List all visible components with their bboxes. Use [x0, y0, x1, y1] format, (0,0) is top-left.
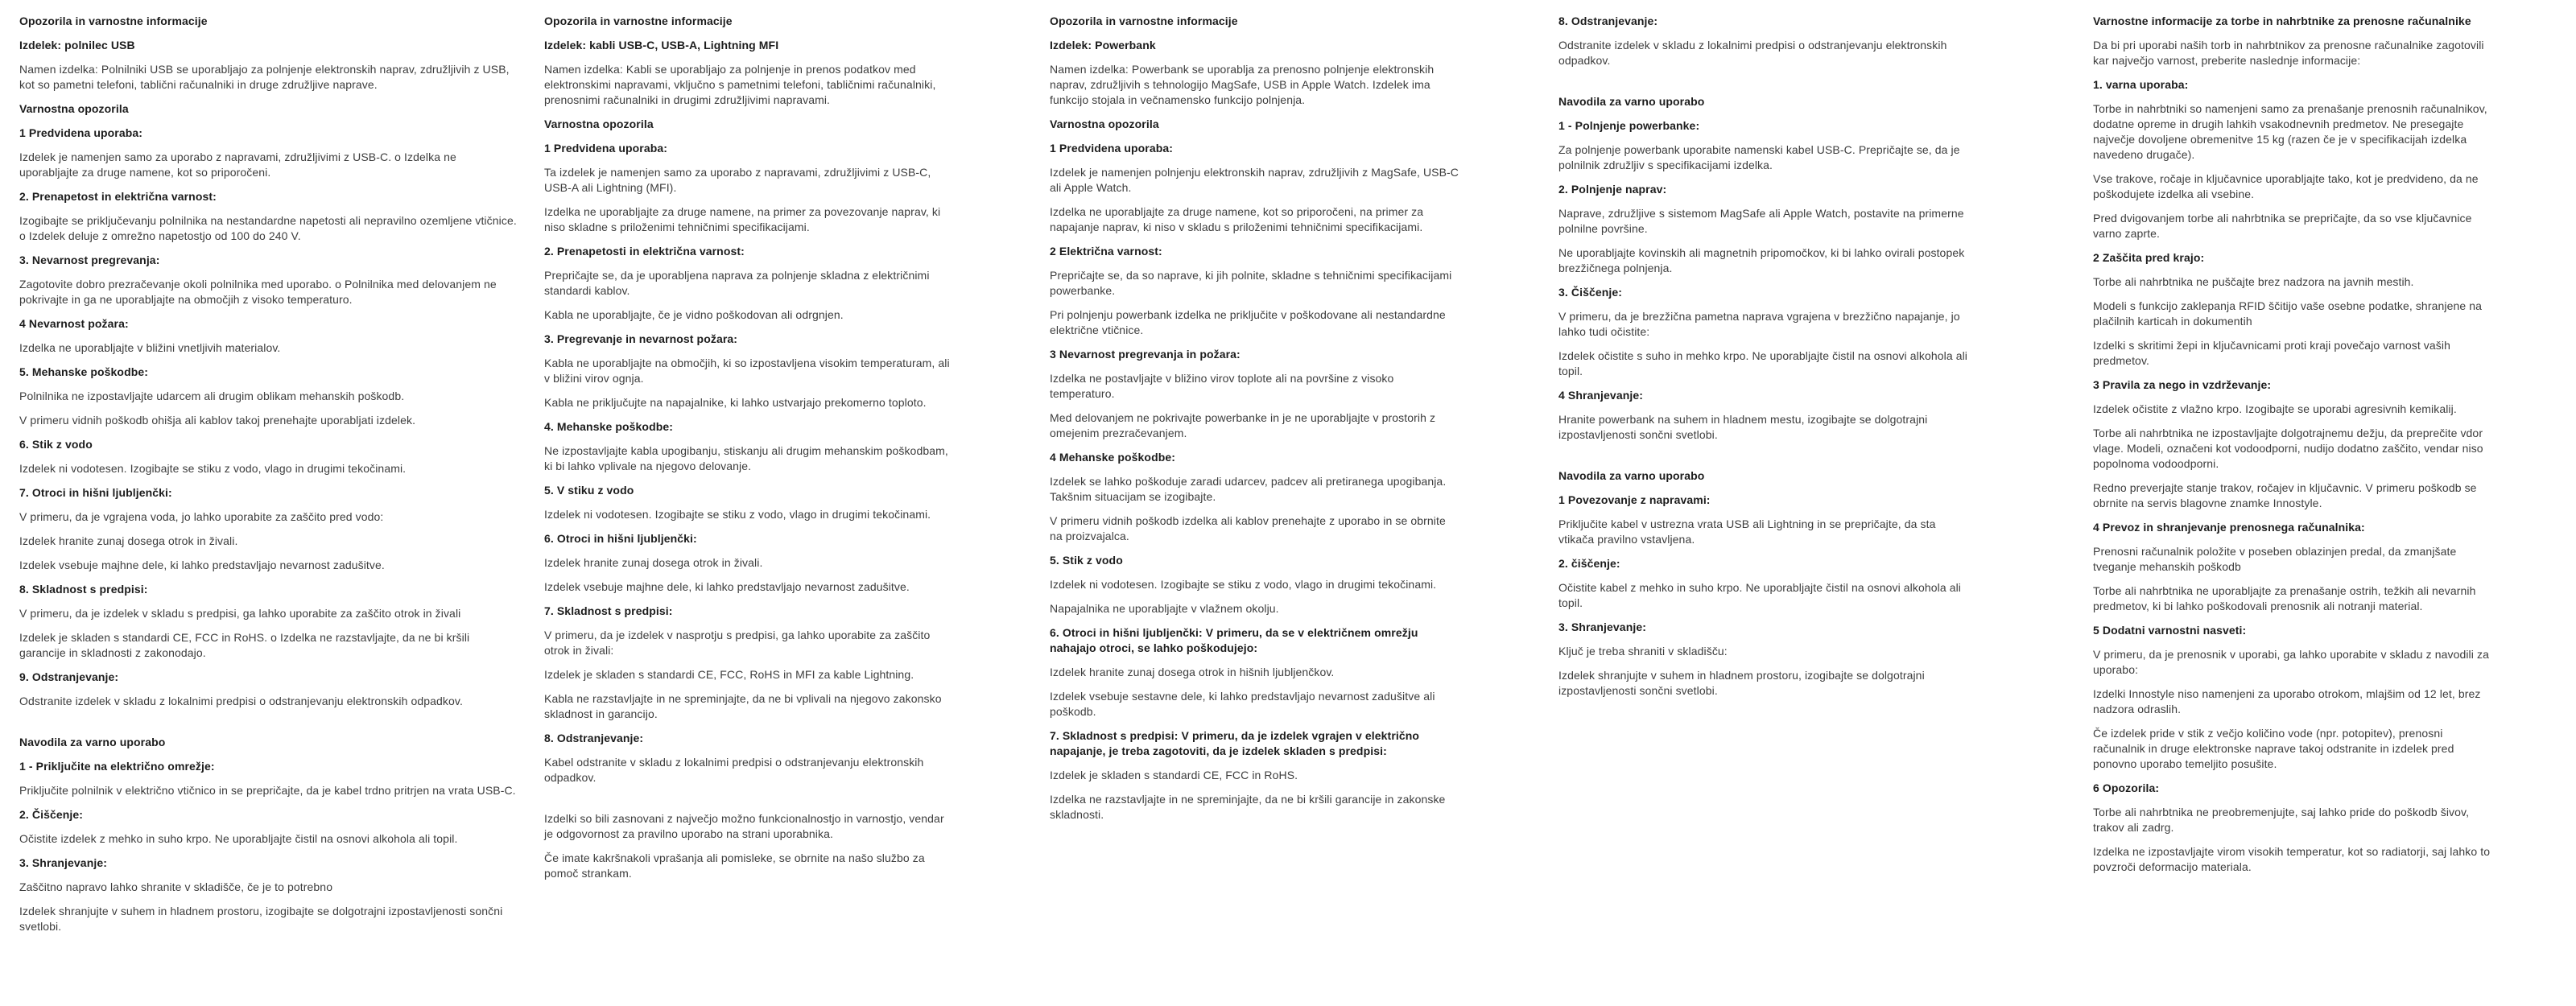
paragraph: Izdelek je namenjen samo za uporabo z napravami, združljivimi z USB-C. o Izdelka ne uporabljajte za druge namene, kot so priporočeni. [19, 150, 456, 179]
section-heading: 5. Mehanske poškodbe: [19, 365, 149, 378]
paragraph: Izdelek hranite zunaj dosega otrok in živali. [544, 556, 763, 569]
paragraph: V primeru vidnih poškodb izdelka ali kablov prenehajte z uporabo in se obrnite na proizvajalca. [1050, 514, 1446, 542]
section-heading: 1 Predvidena uporaba: [544, 142, 668, 155]
paragraph: Torbe ali nahrbtnika ne puščajte brez nadzora na javnih mestih. [2093, 275, 2414, 288]
column-powerbank-usage [1558, 14, 1967, 707]
section-heading: 6. Otroci in hišni ljubljenčki: [544, 532, 697, 545]
paragraph: V primeru, da je izdelek v nasprotju s predpisi, ga lahko uporabite za zaščito otrok in živali: [544, 629, 931, 657]
section-heading: Izdelek: Powerbank [1050, 39, 1156, 52]
paragraph: Če izdelek pride v stik z večjo količino vode (npr. potopitev), prenosni računalnik in druge elektronske naprave takoj odstranite in izdelek pred ponovno uporabo temeljito posušite. [2093, 727, 2454, 770]
paragraph: Očistite izdelek z mehko in suho krpo. Ne uporabljajte čistil na osnovi alkohola ali topil. [19, 832, 458, 845]
section-heading: 1 - Priključite na električno omrežje: [19, 760, 215, 773]
paragraph: Izdelek je skladen s standardi CE, FCC in RoHS. [1050, 769, 1298, 781]
section-heading: 4 Prevoz in shranjevanje prenosnega računalnika: [2093, 521, 2365, 534]
paragraph: Izdelek shranjujte v suhem in hladnem prostoru, izogibajte se dolgotrajni izpostavljenosti sončni svetlobi. [19, 905, 503, 933]
section-heading: 3. Shranjevanje: [19, 856, 107, 869]
paragraph: Prenosni računalnik položite v poseben oblazinjen predal, da zmanjšate tveganje mehanskih poškodb [2093, 545, 2457, 573]
paragraph: Izdelek je skladen s standardi CE, FCC in RoHS. o Izdelka ne razstavljajte, da ne bi kršili garancije in skladnosti z zakonodajo. [19, 631, 470, 659]
section-heading: 4 Nevarnost požara: [19, 317, 129, 330]
paragraph: Torbe in nahrbtniki so namenjeni samo za prenašanje prenosnih računalnikov, dodatne opreme in drugih lahkih vsakodnevnih predmetov. Ne presegajte največje dovoljene obremenitve 15 kg (razen če je v specifikacijah izdelka navedeno drugače). [2093, 102, 2487, 161]
paragraph: Kabla ne priključujte na napajalnike, ki lahko ustvarjajo prekomerno toploto. [544, 396, 927, 409]
paragraph: Kabla ne uporabljajte na območjih, ki so izpostavljena visokim temperaturam, ali v bližini virov ognja. [544, 357, 950, 385]
section-heading: 3. Nevarnost pregrevanja: [19, 254, 160, 266]
section-heading: 2 Zaščita pred krajo: [2093, 251, 2205, 264]
paragraph: Ne izpostavljajte kabla upogibanju, stiskanju ali drugim mehanskim poškodbam, ki bi lahko vplivale na njegovo delovanje. [544, 444, 948, 472]
section-heading: 2. Prenapetost in električna varnost: [19, 190, 217, 203]
paragraph: Odstranite izdelek v skladu z lokalnimi predpisi o odstranjevanju elektronskih odpadkov. [1558, 39, 1947, 67]
section-heading: 5. Stik z vodo [1050, 554, 1123, 567]
paragraph: Hranite powerbank na suhem in hladnem mestu, izogibajte se dolgotrajni izpostavljenosti sončni svetlobi. [1558, 413, 1928, 441]
section-heading: 2. čiščenje: [1558, 557, 1620, 570]
section-heading: 2 Električna varnost: [1050, 245, 1162, 258]
paragraph: Kabel odstranite v skladu z lokalnimi predpisi o odstranjevanju elektronskih odpadkov. [544, 756, 924, 784]
section-heading: 6 Opozorila: [2093, 781, 2160, 794]
section-heading: Opozorila in varnostne informacije [1050, 14, 1238, 27]
paragraph: Izdelek ni vodotesen. Izogibajte se stiku z vodo, vlago in drugimi tekočinami. [544, 508, 931, 521]
paragraph: Priključite kabel v ustrezna vrata USB ali Lightning in se prepričajte, da sta vtikača pravilno vstavljena. [1558, 517, 1936, 546]
paragraph: Namen izdelka: Kabli se uporabljajo za polnjenje in prenos podatkov med elektronskimi napravami, vključno s pametnimi telefoni, tabličnimi računalniki, prenosnimi računalniki in drugimi združljivimi napravami. [544, 63, 936, 106]
paragraph: Izdelka ne postavljajte v bližino virov toplote ali na površine z visoko temperaturo. [1050, 372, 1394, 400]
paragraph: Pred dvigovanjem torbe ali nahrbtnika se prepričajte, da so vse ključavnice varno zaprte. [2093, 212, 2472, 240]
paragraph: Izdelek vsebuje majhne dele, ki lahko predstavljajo nevarnost zadušitve. [544, 580, 910, 593]
paragraph: Ta izdelek je namenjen samo za uporabo z napravami, združljivimi z USB-C, USB-A ali Lightning (MFI). [544, 166, 931, 194]
paragraph: Izdelek očistite s suho in mehko krpo. Ne uporabljajte čistil na osnovi alkohola ali topil. [1558, 349, 1967, 377]
paragraph: Polnilnika ne izpostavljajte udarcem ali drugim oblikam mehanskih poškodb. [19, 390, 405, 402]
section-heading: 2. Polnjenje naprav: [1558, 183, 1667, 196]
column-laptop-bags-safety [2093, 14, 2497, 884]
section-heading: 1 Povezovanje z napravami: [1558, 493, 1711, 506]
paragraph: Izdelki Innostyle niso namenjeni za uporabo otrokom, mlajšim od 12 let, brez nadzora odraslih. [2093, 687, 2481, 715]
paragraph: Ne uporabljajte kovinskih ali magnetnih pripomočkov, ki bi lahko ovirali postopek brezžičnega polnjenja. [1558, 246, 1965, 274]
paragraph: Redno preverjajte stanje trakov, ročajev in ključavnic. V primeru poškodb se obrnite na servis blagovne znamke Innostyle. [2093, 481, 2477, 509]
paragraph: Izdelka ne uporabljajte za druge namene, kot so priporočeni, na primer za napajanje naprav, ki niso v skladu s priloženimi tehničnimi specifikacijami. [1050, 205, 1424, 233]
paragraph: Izdelki s skritimi žepi in ključavnicami proti kraji povečajo varnost vaših predmetov. [2093, 339, 2450, 367]
section-heading: 7. Otroci in hišni ljubljenčki: [19, 486, 172, 499]
paragraph: Prepričajte se, da so naprave, ki jih polnite, skladne s tehničnimi specifikacijami powerbanke. [1050, 269, 1452, 297]
paragraph: Izdelek hranite zunaj dosega otrok in živali. [19, 534, 238, 547]
paragraph: Torbe ali nahrbtnika ne preobremenjujte, saj lahko pride do poškodb šivov, trakov ali zadrg. [2093, 806, 2470, 834]
paragraph: Izdelek hranite zunaj dosega otrok in hišnih ljubljenčkov. [1050, 666, 1335, 678]
paragraph: V primeru vidnih poškodb ohišja ali kablov takoj prenehajte uporabljati izdelek. [19, 414, 416, 427]
paragraph: Izdelek vsebuje majhne dele, ki lahko predstavljajo nevarnost zadušitve. [19, 559, 385, 571]
section-heading: Opozorila in varnostne informacije [544, 14, 733, 27]
section-heading: 3 Nevarnost pregrevanja in požara: [1050, 348, 1241, 361]
section-heading: 1 - Polnjenje powerbanke: [1558, 119, 1700, 132]
section-heading: 7. Skladnost s predpisi: [544, 604, 673, 617]
paragraph: Modeli s funkcijo zaklepanja RFID ščitijo vaše osebne podatke, shranjene na plačilnih karticah in dokumentih [2093, 299, 2482, 328]
paragraph: Vse trakove, ročaje in ključavnice uporabljajte tako, kot je predvideno, da ne poškodujete izdelka ali vsebine. [2093, 172, 2479, 200]
section-heading: Opozorila in varnostne informacije [19, 14, 208, 27]
paragraph: Napajalnika ne uporabljajte v vlažnem okolju. [1050, 602, 1279, 615]
section-heading: 4 Mehanske poškodbe: [1050, 451, 1176, 464]
section-heading: 6. Stik z vodo [19, 438, 93, 451]
section-heading: 4 Shranjevanje: [1558, 389, 1643, 402]
section-heading: 5. V stiku z vodo [544, 484, 634, 497]
section-heading: Izdelek: polnilec USB [19, 39, 135, 52]
paragraph: Kabla ne razstavljajte in ne spreminjajte, da ne bi vplivali na njegovo zakonsko skladnost in garancijo. [544, 692, 942, 720]
paragraph: Izdelek je namenjen polnjenju elektronskih naprav, združljivih z MagSafe, USB-C ali Apple Watch. [1050, 166, 1459, 194]
paragraph: Ključ je treba shraniti v skladišču: [1558, 645, 1728, 658]
paragraph: Torbe ali nahrbtnika ne uporabljajte za prenašanje ostrih, težkih ali nevarnih predmetov, ki bi lahko poškodovali prenosnik ali notranji material. [2093, 584, 2476, 612]
paragraph: Torbe ali nahrbtnika ne izpostavljajte dolgotrajnemu dežju, da preprečite vdor vlage. Modeli, označeni kot vodoodporni, nudijo dodatno zaščito, vendar niso popolnoma vodoodporni. [2093, 427, 2483, 470]
column-powerbank-warnings [1050, 14, 1459, 831]
column-usb-charger-warnings [19, 14, 517, 943]
paragraph: Izogibajte se priključevanju polnilnika na nestandardne napetosti ali nepravilno ozemljene vtičnice. o Izdelek deluje z omrežno napetostjo od 100 do 240 V. [19, 214, 517, 242]
section-heading: Varnostne informacije za torbe in nahrbtnike za prenosne računalnike [2093, 14, 2471, 27]
section-heading: Navodila za varno uporabo [1558, 95, 1705, 108]
section-heading: 8. Skladnost s predpisi: [19, 583, 148, 596]
section-heading: 2. Čiščenje: [19, 808, 84, 821]
paragraph: Zaščitno napravo lahko shranite v skladišče, če je to potrebno [19, 880, 333, 893]
section-heading: 3 Pravila za nego in vzdrževanje: [2093, 378, 2272, 391]
section-heading: Navodila za varno uporabo [1558, 469, 1705, 482]
section-heading: 6. Otroci in hišni ljubljenčki: V primeru, da se v električnem omrežju nahajajo otroci, se lahko poškodujejo: [1050, 626, 1418, 654]
section-heading: 2. Prenapetosti in električna varnost: [544, 245, 745, 258]
paragraph: Očistite kabel z mehko in suho krpo. Ne uporabljajte čistil na osnovi alkohola ali topil. [1558, 581, 1962, 609]
section-heading: 9. Odstranjevanje: [19, 670, 119, 683]
section-heading: 3. Pregrevanje in nevarnost požara: [544, 332, 738, 345]
paragraph: Prepričajte se, da je uporabljena naprava za polnjenje skladna z električnimi standardi kablov. [544, 269, 930, 297]
paragraph: Namen izdelka: Polnilniki USB se uporabljajo za polnjenje elektronskih naprav, združljivih z USB, kot so pametni telefoni, tablični računalniki in druge združljive naprave. [19, 63, 510, 91]
paragraph: Izdelek ni vodotesen. Izogibajte se stiku z vodo, vlago in drugimi tekočinami. [19, 462, 407, 475]
paragraph: Za polnjenje powerbank uporabite namenski kabel USB-C. Prepričajte se, da je polnilnik združljiv s specifikacijami izdelka. [1558, 143, 1960, 171]
paragraph: V primeru, da je brezžična pametna naprava vgrajena v brezžično napajanje, jo lahko tudi očistite: [1558, 310, 1960, 338]
paragraph: Izdelka ne uporabljajte za druge namene, na primer za povezovanje naprav, ki niso skladne s priloženimi tehničnimi specifikacijami. [544, 205, 941, 233]
section-heading: Izdelek: kabli USB-C, USB-A, Lightning MFI [544, 39, 779, 52]
section-heading: 3. Čiščenje: [1558, 286, 1623, 299]
column-cables-warnings [544, 14, 951, 890]
section-heading: 7. Skladnost s predpisi: V primeru, da je izdelek vgrajen v električno napajanje, je treba zagotoviti, da je izdelek skladen s predpisi: [1050, 729, 1420, 757]
paragraph: Če imate kakršnakoli vprašanja ali pomisleke, se obrnite na našo službo za pomoč strankam. [544, 851, 925, 880]
section-heading: Varnostna opozorila [19, 102, 129, 115]
paragraph: Odstranite izdelek v skladu z lokalnimi predpisi o odstranjevanju elektronskih odpadkov. [19, 695, 463, 707]
paragraph: Izdelka ne razstavljajte in ne spreminjajte, da ne bi kršili garancije in zakonske skladnosti. [1050, 793, 1446, 821]
paragraph: Izdelek je skladen s standardi CE, FCC, RoHS in MFI za kable Lightning. [544, 668, 914, 681]
paragraph: Priključite polnilnik v električno vtičnico in se prepričajte, da je kabel trdno pritrjen na vrata USB-C. [19, 784, 516, 797]
paragraph: Med delovanjem ne pokrivajte powerbanke in je ne uporabljajte v prostorih z omejenim prezračevanjem. [1050, 411, 1436, 439]
section-heading: 1 Predvidena uporaba: [19, 126, 143, 139]
paragraph: V primeru, da je prenosnik v uporabi, ga lahko uporabite v skladu z navodili za uporabo: [2093, 648, 2489, 676]
section-heading: Varnostna opozorila [1050, 118, 1159, 130]
section-heading: 1 Predvidena uporaba: [1050, 142, 1174, 155]
paragraph: Da bi pri uporabi naših torb in nahrbtnikov za prenosne računalnike zagotovili kar največjo varnost, preberite naslednje informacije: [2093, 39, 2484, 67]
paragraph: Pri polnjenju powerbank izdelka ne priključite v poškodovane ali nestandardne električne vtičnice. [1050, 308, 1446, 336]
section-heading: Varnostna opozorila [544, 118, 654, 130]
paragraph: Naprave, združljive s sistemom MagSafe ali Apple Watch, postavite na primerne polnilne površine. [1558, 207, 1964, 235]
section-heading: 5 Dodatni varnostni nasveti: [2093, 624, 2247, 637]
paragraph: Izdelka ne izpostavljajte virom visokih temperatur, kot so radiatorji, saj lahko to povzroči deformacijo materiala. [2093, 845, 2491, 873]
section-heading: 4. Mehanske poškodbe: [544, 420, 674, 433]
paragraph: Izdelek očistite z vlažno krpo. Izogibajte se uporabi agresivnih kemikalij. [2093, 402, 2457, 415]
paragraph: Izdelek shranjujte v suhem in hladnem prostoru, izogibajte se dolgotrajni izpostavljenosti sončni svetlobi. [1558, 669, 1925, 697]
paragraph: V primeru, da je izdelek v skladu s predpisi, ga lahko uporabite za zaščito otrok in živali [19, 607, 461, 620]
paragraph: V primeru, da je vgrajena voda, jo lahko uporabite za zaščito pred vodo: [19, 510, 384, 523]
section-heading: 3. Shranjevanje: [1558, 621, 1646, 633]
section-heading: 8. Odstranjevanje: [544, 732, 644, 744]
paragraph: Izdelek ni vodotesen. Izogibajte se stiku z vodo, vlago in drugimi tekočinami. [1050, 578, 1437, 591]
paragraph: Izdelek se lahko poškoduje zaradi udarcev, padcev ali pretiranega upogibanja. Takšnim situacijam se izogibajte. [1050, 475, 1447, 503]
paragraph: Namen izdelka: Powerbank se uporablja za prenosno polnjenje elektronskih naprav, združljivih s tehnologijo MagSafe, USB in Apple Watch. Izdelek ima funkcijo stojala in večnamensko funkcijo polnjenja. [1050, 63, 1435, 106]
section-heading: Navodila za varno uporabo [19, 736, 166, 748]
paragraph: Izdelka ne uporabljajte v bližini vnetljivih materialov. [19, 341, 281, 354]
paragraph: Izdelek vsebuje sestavne dele, ki lahko predstavljajo nevarnost zadušitve ali poškodb. [1050, 690, 1435, 718]
section-heading: 1. varna uporaba: [2093, 78, 2189, 91]
paragraph: Kabla ne uporabljajte, če je vidno poškodovan ali odrgnjen. [544, 308, 844, 321]
section-heading: 8. Odstranjevanje: [1558, 14, 1658, 27]
paragraph: Izdelki so bili zasnovani z največjo možno funkcionalnostjo in varnostjo, vendar je odgovornost za pravilno uporabo na strani uporabnika. [544, 812, 944, 840]
paragraph: Zagotovite dobro prezračevanje okoli polnilnika med uporabo. o Polnilnika med delovanjem ne pokrivajte in ga ne uporabljajte na območjih z visoko temperaturo. [19, 278, 497, 306]
